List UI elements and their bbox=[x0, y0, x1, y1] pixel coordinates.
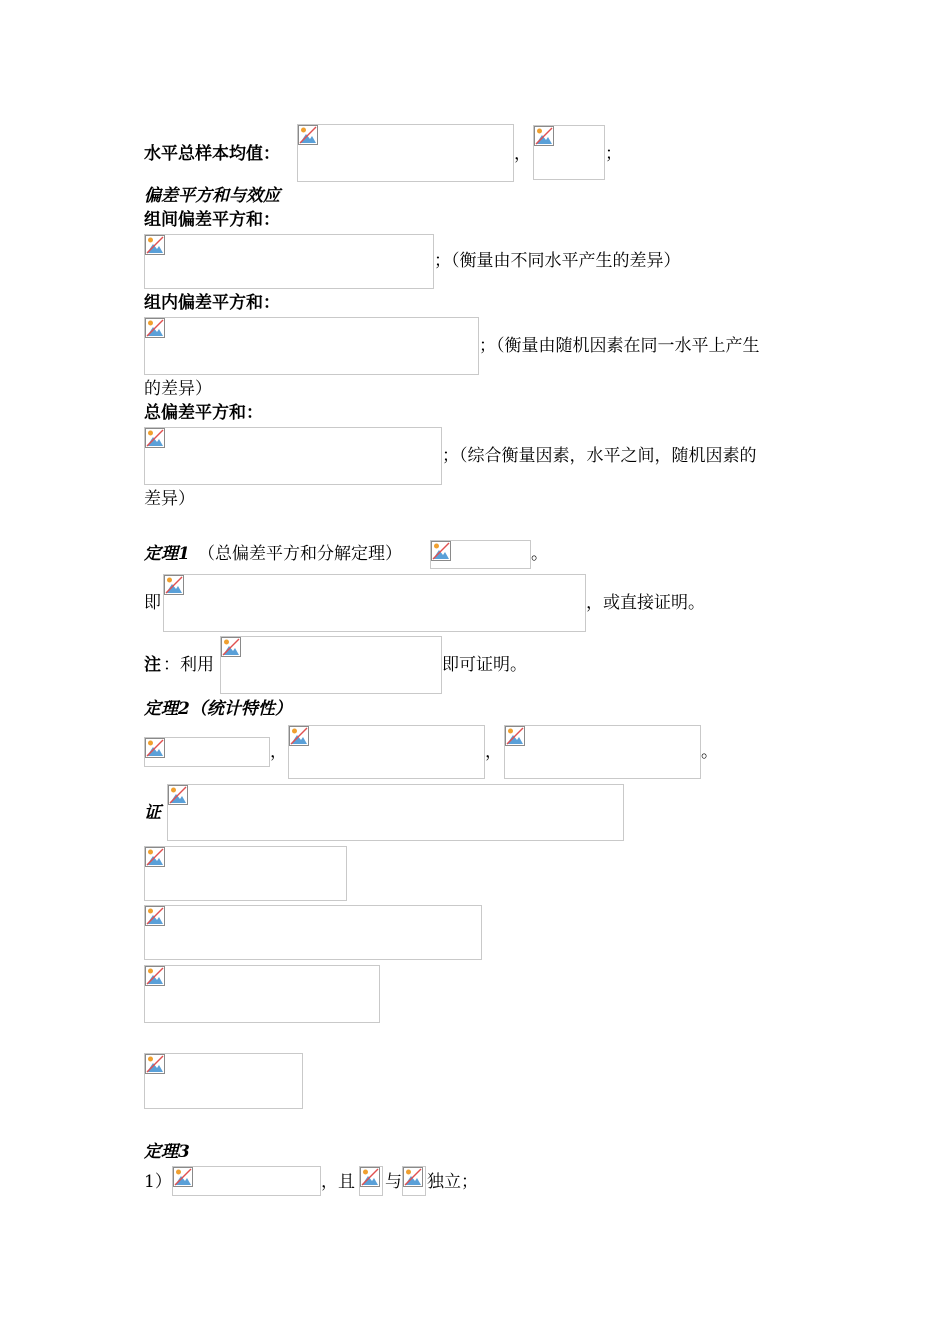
within-group-label: 组内偏差平方和： bbox=[144, 293, 280, 313]
within-group-note: ；（衡量由随机因素在同一水平上产生 bbox=[479, 336, 760, 356]
broken-image-icon bbox=[145, 235, 165, 255]
formula-image bbox=[144, 737, 270, 767]
theorem-1-end: 。 bbox=[531, 544, 548, 564]
total-label: 总偏差平方和： bbox=[144, 403, 263, 423]
broken-image-icon bbox=[145, 966, 165, 986]
broken-image-icon bbox=[534, 126, 554, 146]
theorem-3-title: 定理3 bbox=[144, 1142, 190, 1162]
broken-image-icon bbox=[289, 726, 309, 746]
broken-image-icon bbox=[173, 1167, 193, 1187]
formula-image bbox=[220, 636, 442, 694]
formula-image bbox=[144, 317, 479, 375]
theorem-1-desc: （总偏差平方和分解定理） bbox=[198, 544, 402, 564]
broken-image-icon bbox=[145, 1054, 165, 1074]
total-note-cont: 差异） bbox=[144, 489, 195, 509]
formula-image bbox=[144, 234, 434, 289]
theorem-2-title: 定理2（统计特性） bbox=[144, 699, 292, 719]
broken-image-icon bbox=[145, 847, 165, 867]
separator-comma: ， bbox=[485, 742, 502, 762]
formula-image bbox=[288, 725, 485, 779]
theorem-3-with: 与 bbox=[385, 1172, 402, 1192]
formula-image bbox=[172, 1166, 321, 1196]
formula-image bbox=[167, 784, 624, 841]
formula-image bbox=[144, 965, 380, 1023]
broken-image-icon bbox=[403, 1167, 423, 1187]
broken-image-icon bbox=[298, 125, 318, 145]
formula-image bbox=[533, 125, 605, 180]
formula-image bbox=[504, 725, 701, 779]
total-note: ；（综合衡量因素，水平之间，随机因素的 bbox=[442, 446, 757, 466]
proof-label: 证 bbox=[144, 803, 161, 823]
broken-image-icon bbox=[145, 738, 165, 758]
theorem-3-item-1: 1） bbox=[144, 1172, 172, 1192]
broken-image-icon bbox=[221, 637, 241, 657]
formula-image bbox=[144, 846, 347, 901]
formula-image bbox=[144, 905, 482, 960]
note-end: 即可证明。 bbox=[442, 655, 527, 675]
between-group-label: 组间偏差平方和： bbox=[144, 210, 280, 230]
formula-image bbox=[402, 1166, 426, 1196]
broken-image-icon bbox=[145, 318, 165, 338]
separator-semicolon: ； bbox=[605, 144, 622, 164]
broken-image-icon bbox=[145, 428, 165, 448]
note-label: 注 bbox=[144, 655, 161, 675]
ji-text: 即 bbox=[144, 593, 161, 613]
theorem-1-title: 定理1 bbox=[144, 544, 190, 564]
broken-image-icon bbox=[145, 906, 165, 926]
section-heading: 偏差平方和与效应 bbox=[144, 186, 280, 206]
separator-comma: ， bbox=[514, 144, 531, 164]
formula-image bbox=[359, 1166, 383, 1196]
total-mean-label: 水平总样本均值： bbox=[144, 144, 280, 164]
formula-image bbox=[430, 540, 531, 569]
formula-image bbox=[297, 124, 514, 182]
between-group-note: ；（衡量由不同水平产生的差异） bbox=[434, 251, 681, 271]
theorem-3-and: ，且 bbox=[321, 1172, 355, 1192]
theorem-3-independent: 独立； bbox=[427, 1172, 478, 1192]
broken-image-icon bbox=[164, 575, 184, 595]
separator-comma: ， bbox=[270, 742, 287, 762]
within-group-note-cont: 的差异） bbox=[144, 379, 212, 399]
broken-image-icon bbox=[168, 785, 188, 805]
formula-image bbox=[163, 574, 586, 632]
broken-image-icon bbox=[505, 726, 525, 746]
broken-image-icon bbox=[431, 541, 451, 561]
formula-image bbox=[144, 1053, 303, 1109]
note-text: ：利用 bbox=[163, 655, 214, 675]
broken-image-icon bbox=[360, 1167, 380, 1187]
ji-end: ，或直接证明。 bbox=[586, 593, 705, 613]
theorem-2-end: 。 bbox=[701, 742, 718, 762]
formula-image bbox=[144, 427, 442, 485]
